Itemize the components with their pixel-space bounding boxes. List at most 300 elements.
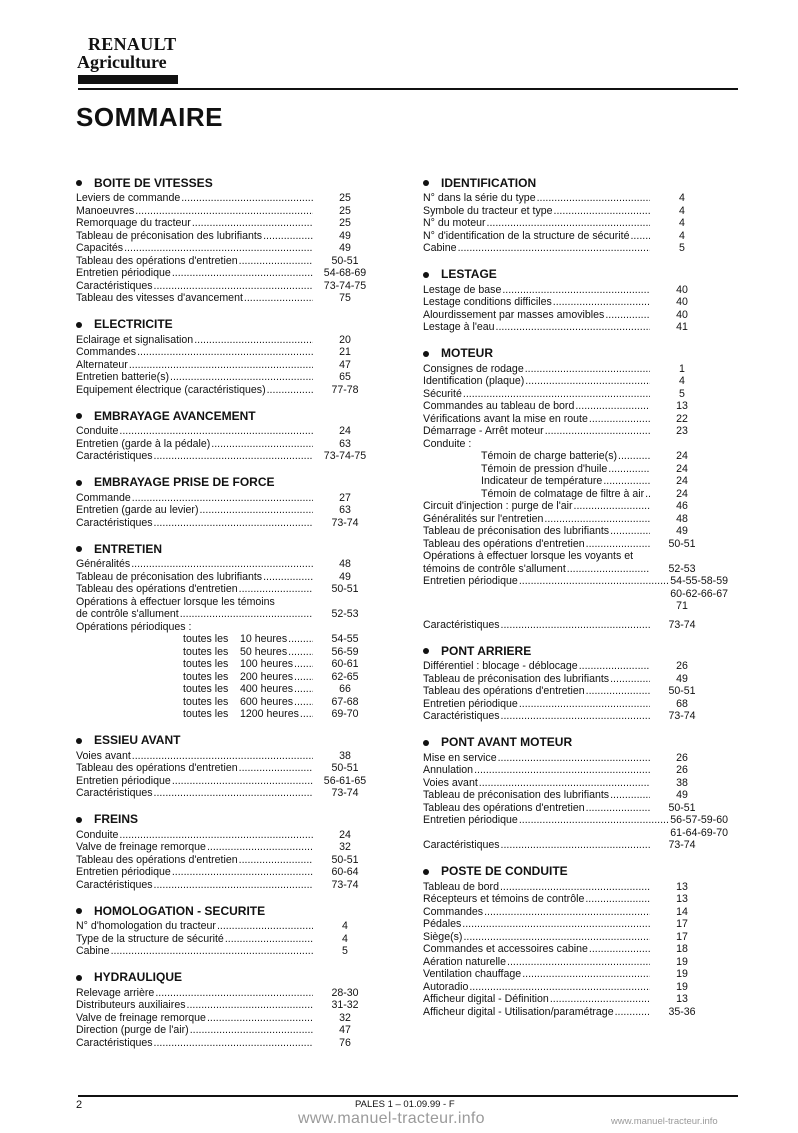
toc-section-s7 [76, 813, 376, 892]
entry-page: 31-32 [331, 999, 359, 1011]
entry-page: 14 [676, 905, 688, 918]
entry-page: 17 [676, 918, 688, 930]
leader-dots [119, 425, 313, 438]
entry-page: 61-64-69-70 [670, 826, 728, 839]
toc-entry [76, 787, 376, 800]
leader-dots [537, 192, 650, 205]
period-hours: 600 heures [240, 695, 294, 708]
entry-label: Consignes de rodage [423, 362, 524, 375]
section-heading [76, 542, 376, 556]
entry-page: 4 [679, 192, 685, 204]
toc-entry [76, 571, 376, 584]
section-heading [76, 971, 376, 985]
entry-label: Entretien périodique [76, 866, 171, 878]
entry-page: 4 [679, 204, 685, 217]
toc-entry [423, 918, 713, 931]
entry-page: 47 [339, 358, 351, 371]
entry-label: Capacités [76, 242, 124, 254]
entry-label: Témoin de pression d'huile [481, 462, 608, 475]
leader-dots [502, 284, 650, 297]
bullet-icon [423, 648, 429, 654]
leader-dots [294, 696, 313, 709]
toc-entry [76, 879, 376, 892]
entry-label: Caractéristiques [76, 516, 153, 529]
entry-page: 24 [676, 475, 688, 487]
entry-page: 49 [339, 570, 351, 583]
entry-page: 5 [679, 387, 685, 400]
entry-label: N° du moteur [423, 217, 486, 229]
leader-dots [479, 777, 650, 790]
entry-page: 24 [676, 487, 688, 500]
bullet-icon [76, 413, 82, 419]
section-heading [76, 176, 376, 190]
section-heading [423, 176, 713, 190]
section-heading [423, 268, 713, 282]
leader-dots [522, 968, 650, 981]
left-column [76, 176, 376, 1062]
leader-dots [300, 708, 313, 721]
section-title: LESTAGE [441, 267, 497, 282]
entry-page: 60-62-66-67 [670, 587, 728, 600]
toc-entry [76, 292, 376, 305]
entry-page: 60-64 [331, 866, 359, 878]
leader-dots [132, 750, 313, 763]
entry-label: Démarrage - Arrêt moteur [423, 425, 544, 437]
toc-entry [423, 956, 713, 969]
bullet-icon [423, 351, 429, 357]
section-heading [76, 476, 376, 490]
entry-page: 65 [339, 371, 351, 383]
leader-dots [294, 671, 313, 684]
toc-entry [76, 945, 376, 958]
section-heading [76, 734, 376, 748]
entry-page: 48 [676, 512, 688, 525]
leader-dots [574, 500, 651, 513]
entry-label: Caractéristiques [76, 787, 153, 799]
bullet-icon [76, 908, 82, 914]
page-continuation [423, 587, 728, 601]
entry-label: Identification (plaque) [423, 375, 525, 387]
entry-page: 23 [676, 425, 688, 437]
entry-page: 22 [676, 412, 688, 425]
toc-entry [423, 893, 713, 906]
toc-section-s1 [423, 176, 713, 255]
entry-label: Annulation [423, 764, 474, 776]
entry-label: Entretien (garde à la pédale) [76, 437, 211, 450]
entry-page: 13 [676, 880, 688, 893]
leader-dots [615, 1006, 650, 1019]
entry-label: Conduite [76, 425, 119, 437]
leader-dots [154, 879, 313, 892]
section-title: ELECTRICITE [94, 317, 173, 332]
entry-label: Tableau des opérations d'entretien [423, 685, 585, 697]
entry-label: Entretien (garde au levier) [76, 504, 199, 516]
leader-dots [239, 854, 313, 867]
entry-page: 54-55 [331, 633, 359, 645]
entry-page: 17 [676, 930, 688, 943]
period-hours: 400 heures [240, 683, 294, 695]
ops-text: Opérations à effectuer lorsque les voyants et [423, 550, 634, 562]
leader-dots [610, 525, 650, 538]
toc-entry [76, 334, 376, 347]
page-continuation [423, 826, 728, 840]
entry-page: 4 [679, 217, 685, 229]
toc-section-s4 [423, 644, 713, 723]
entry-label: Distributeurs auxiliaires [76, 999, 186, 1011]
watermark-url-small: www.manuel-tracteur.info [611, 1116, 718, 1127]
entry-label: Type de la structure de sécurité [76, 932, 224, 945]
entry-label: Valve de freinage remorque [76, 841, 206, 853]
entry-label: Alourdissement par masses amovibles [423, 308, 605, 321]
entry-page: 4 [679, 375, 685, 387]
entry-label: Commande [76, 491, 131, 504]
entry-label: Entretien périodique [423, 697, 518, 710]
toc-entry [423, 710, 713, 723]
toc-entry [423, 205, 713, 218]
entry-label: Sécurité [423, 387, 462, 400]
entry-page: 38 [339, 749, 351, 762]
leader-dots [187, 999, 313, 1012]
leader-dots [545, 425, 650, 438]
entry-page: 40 [676, 296, 688, 308]
entry-page: 18 [676, 943, 688, 955]
entry-page: 41 [676, 321, 688, 333]
entry-label: Tableau de bord [423, 880, 499, 893]
entry-label: Caractéristiques [76, 878, 153, 891]
footer-reference: PALES 1 – 01.09.99 - F [355, 1099, 455, 1110]
toc-entry [76, 384, 376, 397]
entry-page: 73-74 [668, 839, 696, 851]
toc-entry [423, 839, 713, 852]
toc-entry [423, 488, 713, 501]
entry-label: Différentiel : blocage - déblocage [423, 660, 578, 672]
leader-dots [501, 619, 650, 632]
toc-entry [76, 750, 376, 763]
entry-label: Caractéristiques [76, 1036, 153, 1049]
leader-dots [507, 956, 650, 969]
leader-dots [586, 802, 650, 815]
toc-entry [423, 943, 713, 956]
section-title: EMBRAYAGE PRISE DE FORCE [94, 475, 275, 490]
entry-label: Afficheur digital - Définition [423, 993, 549, 1005]
bullet-icon [76, 322, 82, 328]
toc-entry [423, 375, 713, 388]
toc-entry [423, 363, 713, 376]
toc-entry [423, 463, 713, 476]
entry-page: 13 [676, 893, 688, 905]
section-title: BOITE DE VITESSES [94, 175, 213, 190]
entry-label: Autoradio [423, 980, 469, 993]
toc-entry [76, 346, 376, 359]
bullet-icon [76, 180, 82, 186]
toc-entry [423, 296, 713, 309]
entry-page: 56-61-65 [323, 774, 367, 787]
entry-page: 25 [339, 217, 351, 229]
entry-page: 56-59 [331, 645, 359, 658]
entry-page: 4 [342, 920, 348, 932]
leader-dots [605, 309, 650, 322]
toc-entry [76, 438, 376, 451]
entry-page: 24 [676, 462, 688, 475]
entry-page: 24 [339, 828, 351, 841]
entry-page: 52-53 [668, 562, 696, 575]
leader-dots [154, 1037, 313, 1050]
leader-dots [132, 492, 313, 505]
leader-dots [180, 608, 313, 621]
entry-label: Eclairage et signalisation [76, 333, 194, 346]
toc-entry [76, 217, 376, 230]
leader-dots [267, 384, 313, 397]
toc-entry [423, 230, 713, 243]
entry-label: Entretien batterie(s) [76, 371, 170, 383]
entry-label: Equipement électrique (caractéristiques) [76, 383, 266, 396]
leader-dots [575, 400, 650, 413]
leader-dots [154, 517, 313, 530]
toc-entry [423, 931, 713, 944]
toc-entry [76, 450, 376, 463]
leader-dots [199, 504, 313, 517]
entry-label: N° dans la série du type [423, 192, 536, 204]
entry-page: 50-51 [668, 685, 696, 697]
entry-page: 24 [676, 450, 688, 462]
entry-page: 49 [676, 789, 688, 801]
toc-entry [76, 1012, 376, 1025]
brand-line2: Agriculture [77, 52, 167, 72]
period-entry [76, 658, 376, 671]
entry-page: 68 [676, 697, 688, 710]
toc-entry [423, 789, 713, 802]
entry-label: Symbole du tracteur et type [423, 204, 553, 217]
leader-dots [239, 762, 313, 775]
leader-dots [462, 918, 650, 931]
entry-label: Mise en service [423, 751, 497, 764]
leader-dots [501, 710, 650, 723]
leader-dots [618, 450, 650, 463]
entry-page: 73-74 [331, 516, 359, 529]
toc-section-s2 [76, 318, 376, 397]
toc-entry [423, 777, 713, 790]
toc-entry [423, 968, 713, 981]
toc-entry [76, 920, 376, 933]
toc-entry [423, 500, 713, 513]
period-entry [76, 683, 376, 696]
toc-entry [423, 802, 713, 815]
entry-label: Tableau des opérations d'entretien [423, 537, 585, 550]
entry-page: 49 [676, 672, 688, 685]
leader-dots [124, 242, 313, 255]
leader-dots [589, 413, 650, 426]
toc-entry [76, 192, 376, 205]
bullet-icon [423, 740, 429, 746]
period-entry [76, 708, 376, 721]
leader-dots [129, 359, 313, 372]
leader-dots [154, 787, 313, 800]
entry-page: 25 [339, 192, 351, 204]
entry-page: 73-74-75 [323, 450, 367, 462]
entry-page: 32 [339, 841, 351, 853]
entry-label: Voies avant [76, 749, 131, 762]
entry-page: 62-65 [331, 670, 359, 683]
toc-section-s1 [76, 176, 376, 305]
entry-label: Commandes au tableau de bord [423, 400, 575, 412]
entry-label: Siège(s) [423, 930, 463, 943]
entry-page: 50-51 [331, 583, 359, 595]
toc-section-s4 [76, 476, 376, 530]
toc-entry [423, 993, 713, 1006]
entry-page: 46 [676, 500, 688, 512]
leader-dots [211, 438, 313, 451]
section-heading [423, 347, 713, 361]
toc-entry [423, 284, 713, 297]
toc-entry [423, 752, 713, 765]
toc-entry [76, 517, 376, 530]
entry-page: 50-51 [331, 853, 359, 866]
leader-dots [487, 217, 650, 230]
entry-page: 32 [339, 1011, 351, 1024]
leader-dots [190, 1024, 313, 1037]
toc-entry [76, 371, 376, 384]
periodic-label: Opérations périodiques : [76, 620, 192, 633]
toc-entry [76, 999, 376, 1012]
ops-text: Opérations à effectuer lorsque les témoins [76, 595, 275, 608]
entry-page: 73-74-75 [323, 279, 367, 292]
entry-label: Tableau des opérations d'entretien [76, 254, 238, 267]
entry-label: N° d'homologation du tracteur [76, 920, 216, 932]
section-title: MOTEUR [441, 346, 493, 361]
entry-label: Caractéristiques [76, 279, 153, 292]
entry-page: 50-51 [668, 537, 696, 550]
toc-entry [423, 814, 728, 827]
leader-dots [519, 814, 669, 827]
toc-entry [76, 504, 376, 517]
entry-page: 66 [339, 683, 351, 695]
leader-dots [137, 346, 313, 359]
entry-label: Témoin de charge batterie(s) [481, 450, 618, 462]
toc-entry [423, 425, 713, 438]
leader-dots [603, 475, 650, 488]
entry-page: 40 [676, 308, 688, 321]
section-title: HOMOLOGATION - SECURITE [94, 903, 266, 918]
section-title: PONT AVANT MOTEUR [441, 735, 573, 750]
leader-dots [294, 683, 313, 696]
entry-label: Cabine [76, 945, 110, 957]
toc-entry [423, 525, 713, 538]
leader-dots [172, 775, 313, 788]
leader-dots [207, 1012, 313, 1025]
section-heading [423, 865, 713, 879]
toc-entry [76, 492, 376, 505]
toc-entry [423, 660, 713, 673]
section-heading [76, 409, 376, 423]
entry-page: 48 [339, 558, 351, 570]
entry-page: 54-68-69 [323, 267, 367, 279]
leader-dots [119, 829, 313, 842]
entry-label: Caractéristiques [423, 618, 500, 631]
entry-page: 19 [676, 955, 688, 968]
page-title: SOMMAIRE [76, 102, 223, 132]
brand-line1: RENAULT [88, 34, 177, 54]
leader-dots [239, 255, 313, 268]
entry-page: 38 [676, 776, 688, 789]
leader-dots [463, 931, 650, 944]
entry-label: Caractéristiques [423, 710, 500, 722]
bottom-rule [78, 1095, 738, 1097]
toc-entry [423, 413, 713, 426]
entry-label: Vérifications avant la mise en route [423, 412, 588, 425]
entry-label: Tableau des opérations d'entretien [423, 801, 585, 814]
toc-entry [423, 563, 713, 576]
toc-entry [423, 321, 713, 334]
entry-label: Afficheur digital - Utilisation/paramétrage [423, 1005, 614, 1018]
entry-label: de contrôle s'allument [76, 608, 179, 620]
entry-page: 19 [676, 980, 688, 993]
entry-label: Commandes [423, 905, 484, 918]
entry-page: 4 [342, 932, 348, 945]
toc-entry [423, 450, 713, 463]
leader-dots [207, 841, 313, 854]
entry-label: Tableau des opérations d'entretien [76, 853, 238, 866]
section-heading [423, 644, 713, 658]
leader-dots [554, 205, 650, 218]
period-entry [76, 646, 376, 659]
entry-page: 28-30 [331, 986, 359, 999]
toc-entry [423, 685, 713, 698]
period-entry [76, 671, 376, 684]
leader-dots [170, 371, 313, 384]
entry-page: 73-74 [331, 878, 359, 891]
leader-dots [181, 192, 313, 205]
leader-dots [172, 267, 313, 280]
toc-section-s3 [76, 409, 376, 463]
period-entry [76, 633, 376, 646]
toc-entry [76, 583, 376, 596]
toc-entry [423, 400, 713, 413]
leader-dots [154, 280, 313, 293]
leader-dots [525, 375, 650, 388]
bullet-icon [76, 817, 82, 823]
leader-dots [498, 752, 650, 765]
period-prefix: toutes les [183, 708, 229, 720]
toc-entry [76, 280, 376, 293]
toc-entry [423, 242, 713, 255]
entry-label: Caractéristiques [423, 839, 500, 851]
leader-dots [172, 866, 313, 879]
toc-entry [76, 1037, 376, 1050]
entry-label: Tableau de préconisation des lubrifiants [76, 229, 263, 242]
entry-label: Manoeuvres [76, 204, 135, 217]
entry-page: 26 [676, 764, 688, 776]
entry-label: Commandes et accessoires cabine [423, 943, 588, 955]
leader-dots [500, 881, 650, 894]
leader-dots [263, 571, 313, 584]
entry-page: 75 [339, 292, 351, 304]
leader-dots [519, 575, 669, 588]
toc-entry [76, 1024, 376, 1037]
bullet-icon [423, 869, 429, 875]
toc-entry [76, 854, 376, 867]
entry-page: 5 [679, 242, 685, 254]
leader-dots [294, 658, 313, 671]
entry-label: Remorquage du tracteur [76, 217, 191, 229]
entry-page: 54-55-58-59 [670, 575, 728, 587]
leader-dots [155, 987, 313, 1000]
entry-label: Tableau de préconisation des lubrifiants [423, 789, 610, 801]
toc-entry [76, 255, 376, 268]
toc-section-s9 [76, 971, 376, 1050]
leader-dots [135, 205, 313, 218]
toc-entry [423, 388, 713, 401]
period-hours: 200 heures [240, 670, 294, 683]
